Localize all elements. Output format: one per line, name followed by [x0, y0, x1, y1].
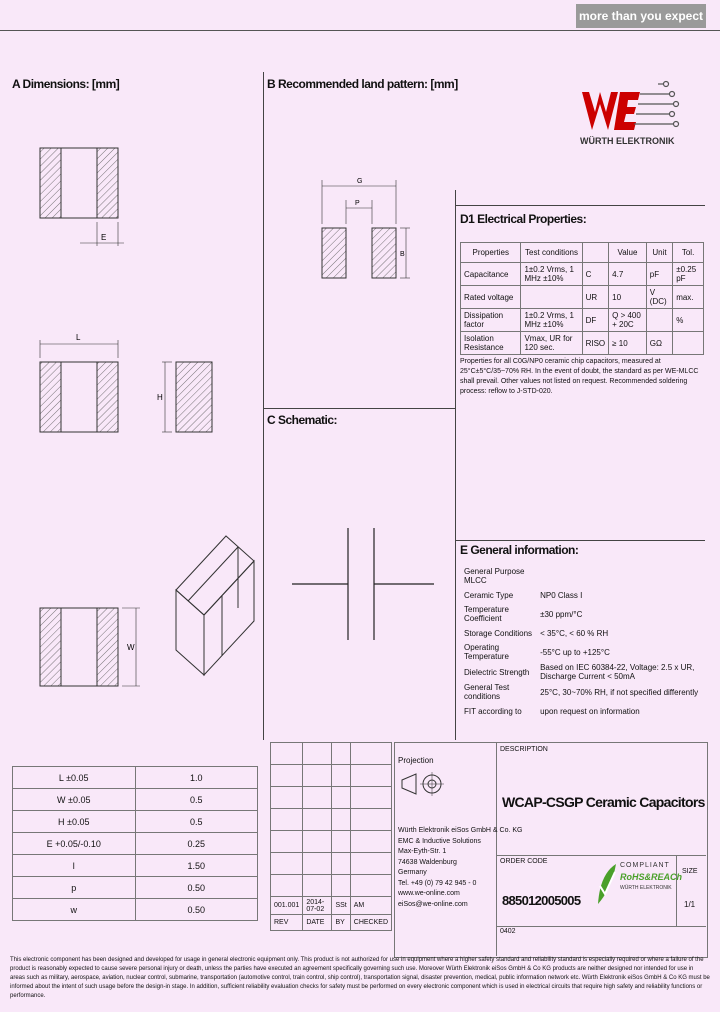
by-value: SSt — [332, 897, 350, 915]
dim-param: l — [13, 855, 136, 877]
revision-table — [270, 742, 392, 931]
cell: % — [673, 309, 704, 332]
cell: Q > 400 + 20C — [609, 309, 647, 332]
dimension-table — [12, 766, 258, 921]
by-header: BY — [332, 915, 350, 931]
address-line: Germany — [398, 869, 427, 876]
section-dimensions-title: A Dimensions: [mm] — [12, 77, 120, 91]
divider-h3 — [455, 205, 705, 206]
cell: Capacitance — [461, 263, 521, 286]
cell: Dissipation factor — [461, 309, 521, 332]
cell: RISO — [582, 332, 609, 355]
capacitor-symbol — [264, 520, 454, 650]
header-divider — [0, 30, 720, 31]
gi-value: Based on IEC 60384-22, Voltage: 2.5 x UR, Discharge Current < 50mA — [540, 663, 695, 681]
section-land-pattern-title: B Recommended land pattern: [mm] — [267, 77, 458, 91]
order-code: 885012005005 — [502, 893, 581, 908]
gi-value: 25°C, 30~70% RH, if not specified differently — [540, 687, 699, 697]
cell: 10 — [609, 286, 647, 309]
dim-e-label: E — [101, 233, 107, 242]
cell — [673, 332, 704, 355]
disclaimer-footer: This electronic component has been designed and developed for usage in general electronic equipment only. This product is not authorized for use in equipment where a higher safety standard and reliability standard is especially required or where a failure of the product is reasonably expected to cause severe personal injury or death, unless the parties have executed an agreement specifically governing such use. Moreover Würth Elektronik eiSos GmbH & Co KG products are neither designed nor intended for use in areas such as military, aerospace, aviation, nuclear control, submarine, transportation (automotive control, train control, ship control), transportation signal, disaster prevention, medical, public information network etc. Würth Elektronik eiSos GmbH & Co KG must be informed about the intent of such usage before the design-in stage. In addition, sufficient reliability evaluation checks for safety must be performed on every electronic component which is used in electrical circuits that require high safety and reliability functions or performance. — [10, 957, 710, 999]
dim-h-label: H — [157, 393, 163, 402]
cell: UR — [582, 286, 609, 309]
dim-value: 0.50 — [135, 899, 258, 921]
cell: Rated voltage — [461, 286, 521, 309]
dim-param: L ±0.05 — [13, 767, 136, 789]
rohs-reach-badge — [596, 860, 682, 912]
cell: Isolation Resistance — [461, 332, 521, 355]
section-schematic-title: C Schematic: — [267, 413, 338, 427]
cell: ±0.25 pF — [673, 263, 704, 286]
gi-label: Operating Temperature — [464, 643, 509, 661]
compliant-label: COMPLIANT — [620, 862, 670, 869]
cell: C — [582, 263, 609, 286]
projection-symbol-icon — [400, 770, 444, 798]
gi-value: upon request on information — [540, 706, 640, 716]
address-line: 74638 Waldenburg — [398, 858, 457, 866]
dim-value: 1.0 — [135, 767, 258, 789]
dim-param: E +0.05/-0.10 — [13, 833, 136, 855]
gi-label: General Test conditions — [464, 683, 510, 701]
dim-value: 0.25 — [135, 833, 258, 855]
brand-name: WÜRTH ELEKTRONIK — [580, 136, 675, 146]
size-value: 0402 — [500, 928, 516, 935]
cell: DF — [582, 309, 609, 332]
date-value: 2014-07-02 — [303, 897, 332, 915]
date-header: DATE — [303, 915, 332, 931]
title-block-row-line — [496, 855, 706, 856]
land-pattern-drawing — [264, 170, 454, 290]
checked-header: CHECKED — [350, 915, 391, 931]
section-electrical-title: D1 Electrical Properties: — [460, 212, 587, 226]
cell: max. — [673, 286, 704, 309]
header-properties: Properties — [461, 243, 521, 263]
size-divider — [676, 855, 677, 926]
dim-value: 0.5 — [135, 811, 258, 833]
dim-value: 1.50 — [135, 855, 258, 877]
dim-value: 0.5 — [135, 789, 258, 811]
address-line: eiSos@we-online.com — [398, 900, 468, 908]
gi-label: FIT according to — [464, 706, 522, 716]
cell: V (DC) — [646, 286, 672, 309]
rev-value: 001.001 — [271, 897, 303, 915]
dim-param: w — [13, 899, 136, 921]
gi-value: ±30 ppm/°C — [540, 609, 583, 619]
dim-l-label: L — [76, 333, 81, 342]
divider-h2 — [455, 540, 705, 541]
gi-label: Ceramic Type — [464, 590, 514, 600]
gi-label: General Purpose MLCC — [464, 567, 525, 585]
divider-h1 — [263, 408, 455, 409]
header-symbol — [582, 243, 609, 263]
section-general-title: E General information: — [460, 543, 579, 557]
gi-value: < 35°C, < 60 % RH — [540, 628, 609, 638]
dim-param: p — [13, 877, 136, 899]
description-label: DESCRIPTION — [500, 746, 548, 753]
header-tol: Tol. — [673, 243, 704, 263]
general-info-table — [460, 566, 705, 720]
page-value: 1/1 — [684, 900, 696, 909]
title-block-row-line2 — [496, 926, 706, 927]
electrical-note: Properties for all C0G/NP0 ceramic chip capacitors, measured at 25°C±5°C/35~70% RH. In the event of doubt, the standard as per WE-MLCC shall prevail. Other values not listed on request. Recommended soldering process: reflow to J-STD-020. — [460, 358, 699, 395]
address-line: www.we-online.com — [398, 890, 460, 897]
leaf-check-icon — [596, 860, 618, 910]
header-test-conditions: Test conditions — [521, 243, 582, 263]
checked-value: AM — [350, 897, 391, 915]
header-value: Value — [609, 243, 647, 263]
cell: GΩ — [646, 332, 672, 355]
document-title: WCAP-CSGP Ceramic Capacitors — [502, 794, 705, 810]
dimension-drawings — [0, 100, 262, 740]
wurth-logo — [578, 80, 688, 170]
dim-param: H ±0.05 — [13, 811, 136, 833]
size-label: SIZE — [682, 868, 698, 875]
cell: 1±0.2 Vrms, 1 MHz ±10% — [521, 309, 582, 332]
divider-v2 — [455, 190, 456, 740]
rohs-reach-label: RoHS&REACh — [620, 872, 682, 882]
cell — [646, 309, 672, 332]
cell: 4.7 — [609, 263, 647, 286]
cell: ≥ 10 — [609, 332, 647, 355]
gi-value — [536, 566, 705, 586]
rev-header: REV — [271, 915, 303, 931]
dim-param: W ±0.05 — [13, 789, 136, 811]
order-code-label: ORDER CODE — [500, 858, 548, 865]
cell: Vmax, UR for 120 sec. — [521, 332, 582, 355]
land-p-label: P — [355, 200, 360, 207]
projection-label: Projection — [398, 756, 434, 765]
gi-label: Dielectric Strength — [464, 667, 530, 677]
address-line: Tel. +49 (0) 79 42 945 - 0 — [398, 879, 477, 887]
electrical-properties-table — [460, 242, 704, 355]
dim-w-label: W — [127, 643, 135, 652]
gi-value: NP0 Class I — [540, 590, 583, 600]
dim-value: 0.50 — [135, 877, 258, 899]
address-line: Max-Eyth-Str. 1 — [398, 848, 447, 855]
cell: pF — [646, 263, 672, 286]
gi-label: Storage Conditions — [464, 628, 533, 638]
address-line: EMC & Inductive Solutions — [398, 837, 481, 845]
land-b-label: B — [400, 251, 405, 258]
cell: 1±0.2 Vrms, 1 MHz ±10% — [521, 263, 582, 286]
cell — [521, 286, 582, 309]
badge-brand: WÜRTH ELEKTRONIK — [620, 885, 672, 891]
slogan-banner: more than you expect — [576, 4, 706, 28]
land-g-label: G — [357, 178, 363, 185]
gi-label: Temperature Coefficient — [464, 605, 509, 623]
header-unit: Unit — [646, 243, 672, 263]
address-line: Würth Elektronik eiSos GmbH & Co. KG — [398, 827, 523, 834]
gi-value: -55°C up to +125°C — [540, 647, 610, 657]
